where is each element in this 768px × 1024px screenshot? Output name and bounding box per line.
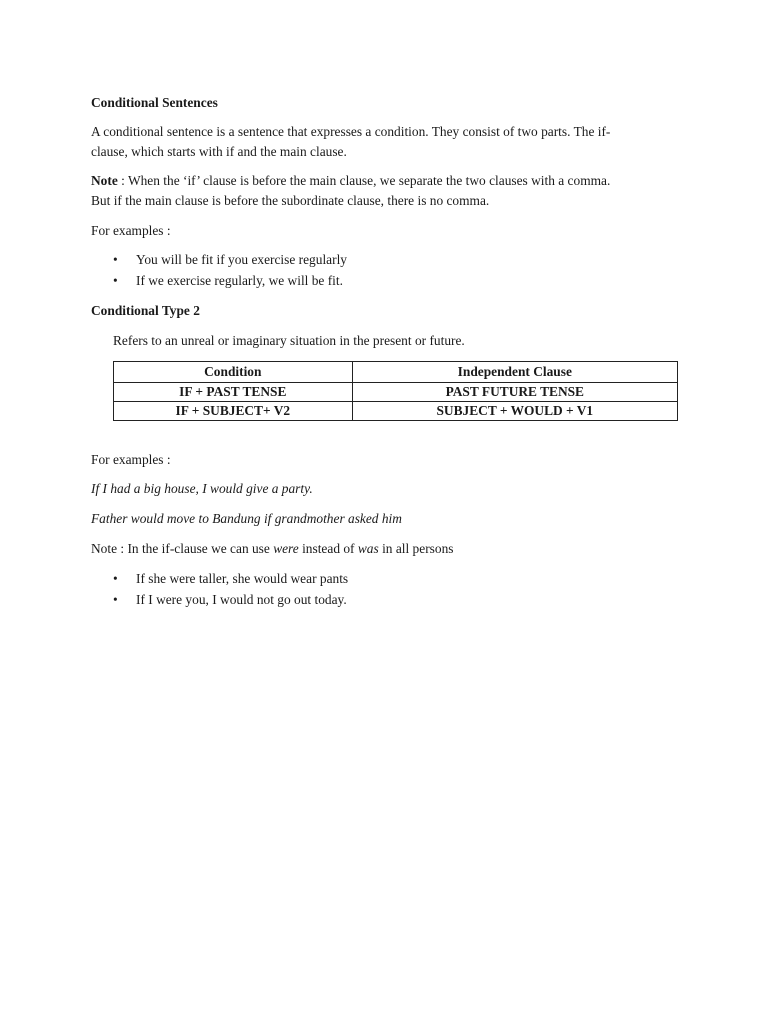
note-paragraph: [91, 541, 453, 557]
table-cell: SUBJECT + WOULD + V1: [352, 402, 677, 421]
italic-example: If I had a big house, I would give a party.: [91, 481, 313, 496]
page-title: Conditional Sentences: [91, 95, 218, 110]
list-item: If we exercise regularly, we will be fit.: [136, 273, 343, 288]
bullet-marker: •: [113, 252, 118, 267]
table-header-row: [114, 362, 678, 383]
list-item: If she were taller, she would wear pants: [136, 571, 349, 586]
note-text: Note : In the if-clause we can use: [91, 541, 274, 556]
list-item: You will be fit if you exercise regularly: [136, 252, 347, 267]
table-header-cell: Condition: [114, 362, 353, 383]
note-label: Note: [91, 173, 118, 188]
section-heading: Conditional Type 2: [91, 303, 200, 318]
table-cell: IF + SUBJECT+ V2: [114, 402, 353, 421]
examples-label: For examples :: [91, 452, 171, 467]
note-paragraph-line-1: [91, 173, 610, 189]
bullet-marker: •: [113, 273, 118, 288]
table-header-cell: Independent Clause: [352, 362, 677, 383]
table-row: [114, 402, 678, 421]
list-item: If I were you, I would not go out today.: [136, 592, 347, 607]
intro-line-2: clause, which starts with if and the main clause.: [91, 144, 347, 159]
note-text: : When the ‘if’ clause is before the main clause, we separate the two clauses with a comma.: [117, 173, 611, 188]
table-cell: IF + PAST TENSE: [114, 383, 353, 402]
conditional-table: [113, 361, 678, 421]
bullet-marker: •: [113, 571, 118, 586]
emphasized-word: was: [357, 541, 379, 556]
intro-line-1: A conditional sentence is a sentence that expresses a condition. They consist of two parts. The if-: [91, 124, 611, 139]
note-text: instead of: [298, 541, 358, 556]
note-text: in all persons: [378, 541, 454, 556]
emphasized-word: were: [273, 541, 299, 556]
table-row: [114, 383, 678, 402]
italic-example: Father would move to Bandung if grandmother asked him: [91, 511, 402, 526]
examples-label: For examples :: [91, 223, 171, 238]
bullet-marker: •: [113, 592, 118, 607]
note-paragraph-line-2: But if the main clause is before the subordinate clause, there is no comma.: [91, 193, 490, 208]
section-description: Refers to an unreal or imaginary situation in the present or future.: [113, 333, 465, 348]
table-cell: PAST FUTURE TENSE: [352, 383, 677, 402]
